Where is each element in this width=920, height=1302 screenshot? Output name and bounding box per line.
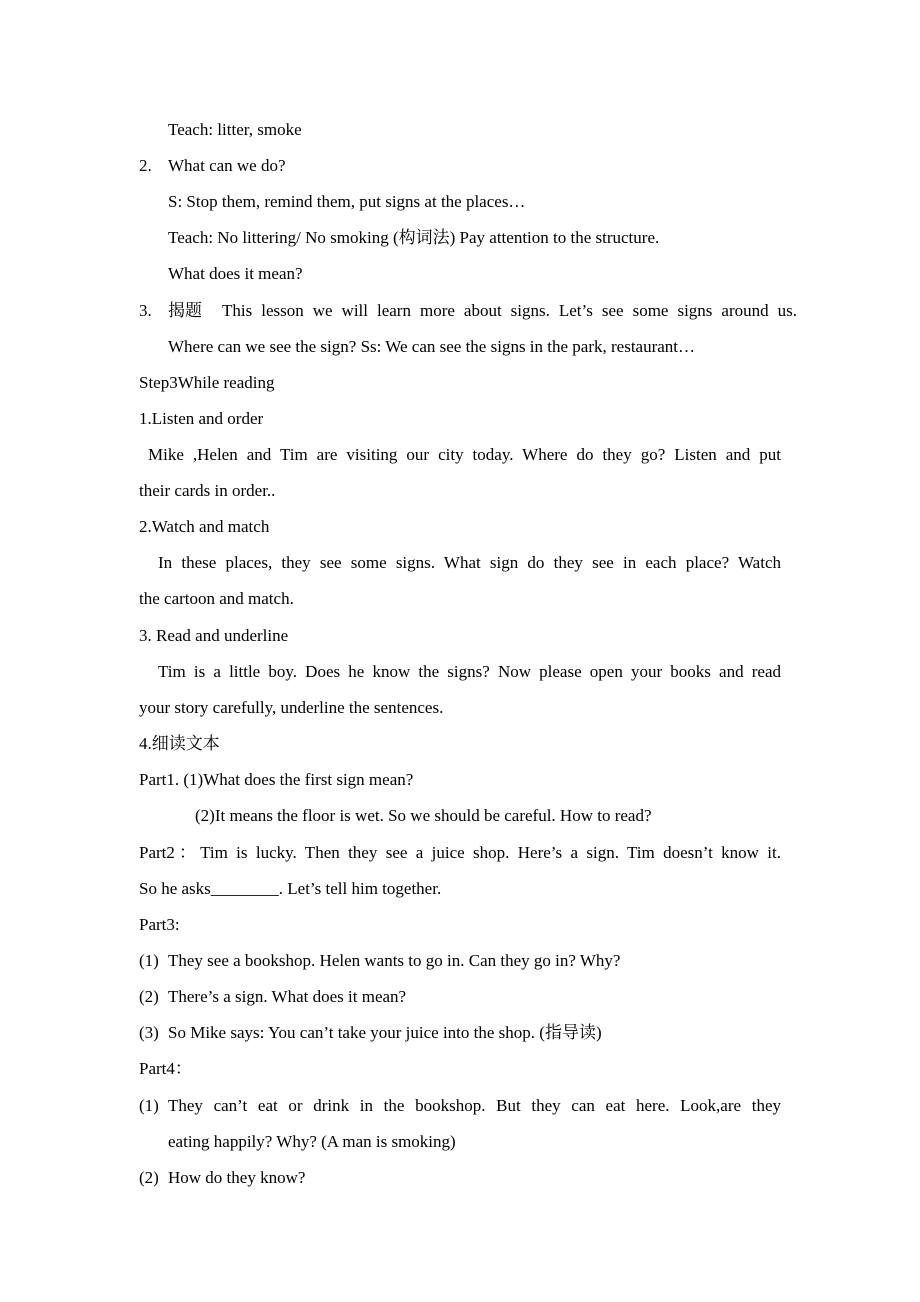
list-marker: (2)	[139, 1168, 159, 1187]
text-line: Where can we see the sign? Ss: We can see the signs in the park, restaurant…	[168, 337, 696, 356]
list-marker: 3.	[139, 301, 152, 320]
text-line: Mike ,Helen and Tim are visiting our city today. Where do they go? Listen and put	[148, 445, 781, 464]
text-line: your story carefully, underline the sentences.	[139, 698, 444, 717]
text-line: So he asks________. Let’s tell him together.	[139, 879, 442, 898]
subheading: Part4：	[139, 1059, 192, 1078]
text-line: S: Stop them, remind them, put signs at the places…	[168, 192, 526, 211]
text-line: Part1. (1)What does the first sign mean?	[139, 770, 414, 789]
subheading: 1.Listen and order	[139, 409, 264, 428]
text-line: Teach: No littering/ No smoking (构词法) Pay attention to the structure.	[168, 228, 660, 247]
list-marker: (1)	[139, 1096, 159, 1115]
text-line: What does it mean?	[168, 264, 303, 283]
text-line: What can we do?	[168, 156, 286, 175]
text-line: How do they know?	[168, 1168, 306, 1187]
text-line: (2)It means the floor is wet. So we should be careful. How to read?	[195, 806, 652, 825]
subheading: 3. Read and underline	[139, 626, 289, 645]
section-heading: Step3While reading	[139, 373, 275, 392]
text-line: the cartoon and match.	[139, 589, 294, 608]
text-line: So Mike says: You can’t take your juice into the shop. (指导读)	[168, 1023, 602, 1042]
text-line: Teach: litter, smoke	[168, 120, 302, 139]
text-line: This lesson we will learn more about signs. Let’s see some signs around us.	[222, 301, 797, 320]
text-line: They can’t eat or drink in the bookshop. But they can eat here. Look,are they	[168, 1096, 781, 1115]
text-line: They see a bookshop. Helen wants to go in. Can they go in? Why?	[168, 951, 621, 970]
section-label: 揭题	[168, 301, 202, 320]
list-marker: 2.	[139, 156, 152, 175]
list-marker: (2)	[139, 987, 159, 1006]
list-marker: (1)	[139, 951, 159, 970]
subheading: Part3:	[139, 915, 180, 934]
text-line: In these places, they see some signs. What sign do they see in each place? Watch	[158, 553, 781, 572]
list-marker: (3)	[139, 1023, 159, 1042]
text-line: Tim is a little boy. Does he know the signs? Now please open your books and read	[158, 662, 781, 681]
text-line: There’s a sign. What does it mean?	[168, 987, 407, 1006]
subheading: 4.细读文本	[139, 734, 220, 753]
text-line: eating happily? Why? (A man is smoking)	[168, 1132, 456, 1151]
subheading: 2.Watch and match	[139, 517, 270, 536]
text-line: Part2：Tim is lucky. Then they see a juice shop. Here’s a sign. Tim doesn’t know it.	[139, 843, 781, 862]
text-line: their cards in order..	[139, 481, 276, 500]
